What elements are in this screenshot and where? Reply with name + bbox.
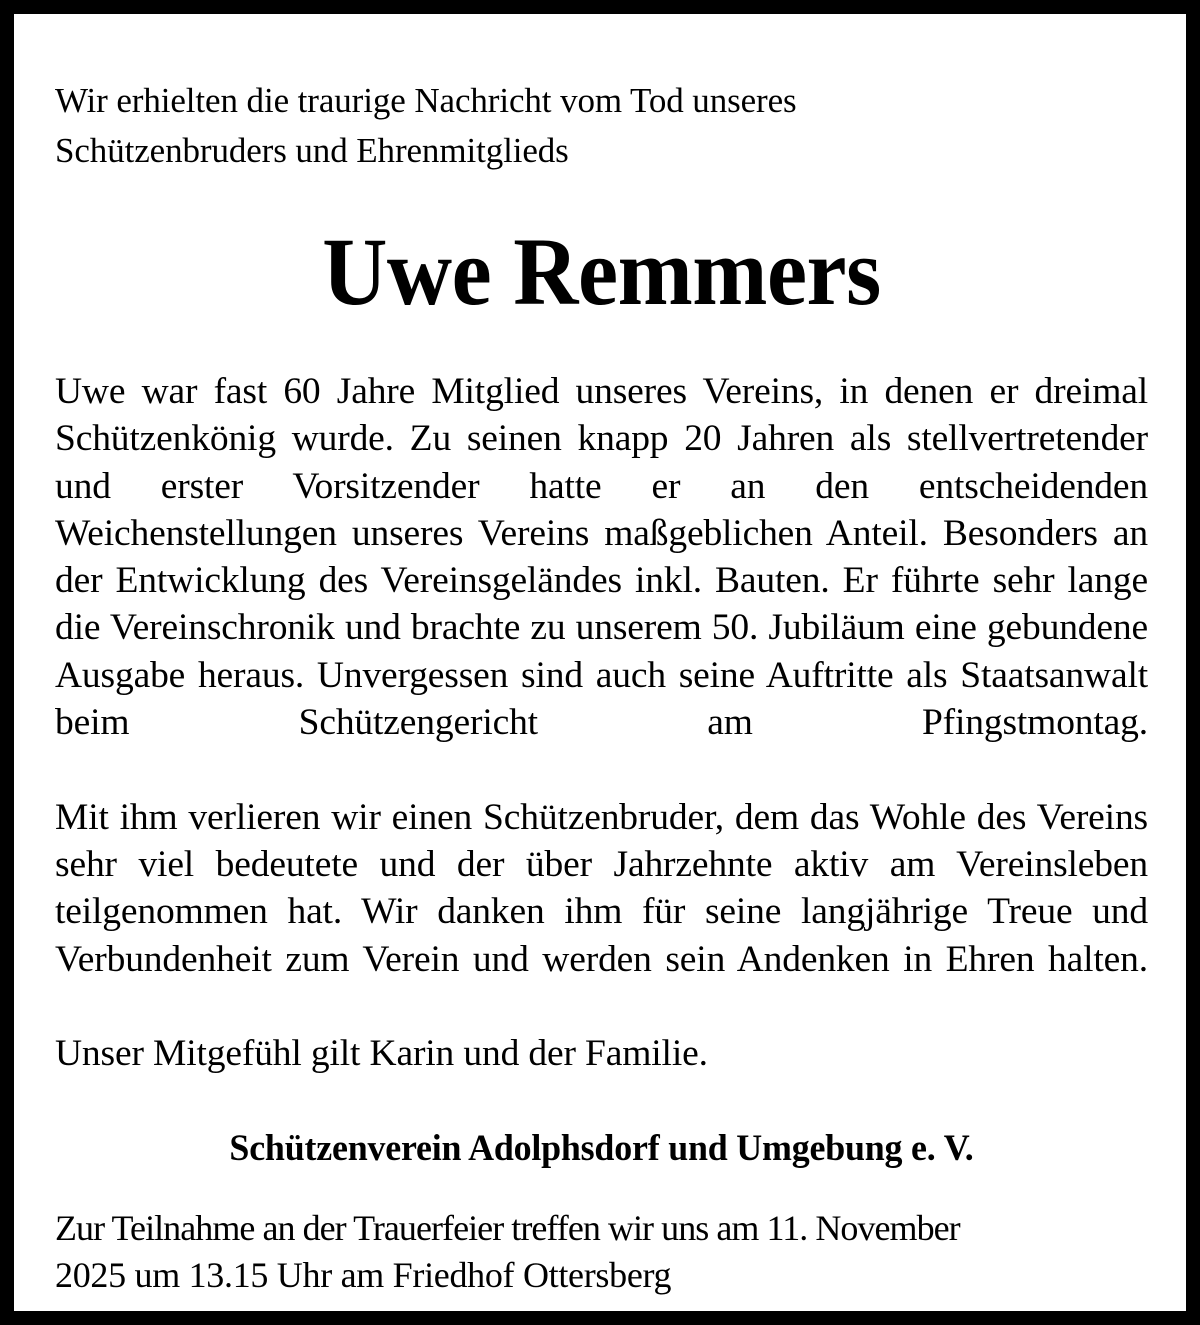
body-paragraph-2: Mit ihm verlieren wir einen Schützenbruder, dem das Wohle des Vereins sehr viel bedeutete und der über Jahrzehnte aktiv am Vereinsleben teilgenommen hat. Wir danken ihm für seine langjährige Treue und Verbundenheit zum Verein und werden sein Andenken in Ehren halten. — [55, 796, 1148, 980]
organization-signature: Schützenverein Adolphsdorf und Umgebung e. V. — [229, 1128, 974, 1170]
body-paragraph-1: Uwe war fast 60 Jahre Mitglied unseres Vereins, in denen er dreimal Schützenkönig wurde. Zu seinen knapp 20 Jahren als stellvertretender und erster Vorsitzender hatte er an den entscheidenden Weichenstellungen unseres Vereins maßgeblichen Anteil. Besonders an der Entwicklung des Vereinsgeländes inkl. Bauten. Er führte sehr lange die Vereinschronik und brachte zu unserem 50. Jubiläum eine gebundene Ausgabe heraus. Unvergessen sind auch seine Auftritte als Staatsanwalt beim Schützengericht am Pfingstmontag. — [55, 371, 1148, 744]
intro-text — [55, 76, 1148, 176]
obituary-body — [55, 368, 1148, 1077]
obituary-content — [14, 14, 1186, 1311]
funeral-details — [55, 1205, 1148, 1299]
deceased-name-heading: Uwe Remmers — [322, 218, 881, 325]
funeral-details-line-1: Zur Teilnahme an der Trauerfeier treffen wir uns am 11. November — [55, 1208, 960, 1249]
intro-line-1: Wir erhielten die traurige Nachricht vom Tod unseres — [55, 81, 797, 120]
body-paragraph-3: Unser Mitgefühl gilt Karin und der Familie. — [55, 1033, 708, 1075]
intro-line-2: Schützenbruders und Ehrenmitglieds — [55, 131, 569, 170]
funeral-details-line-2: 2025 um 13.15 Uhr am Friedhof Ottersberg — [55, 1255, 672, 1296]
